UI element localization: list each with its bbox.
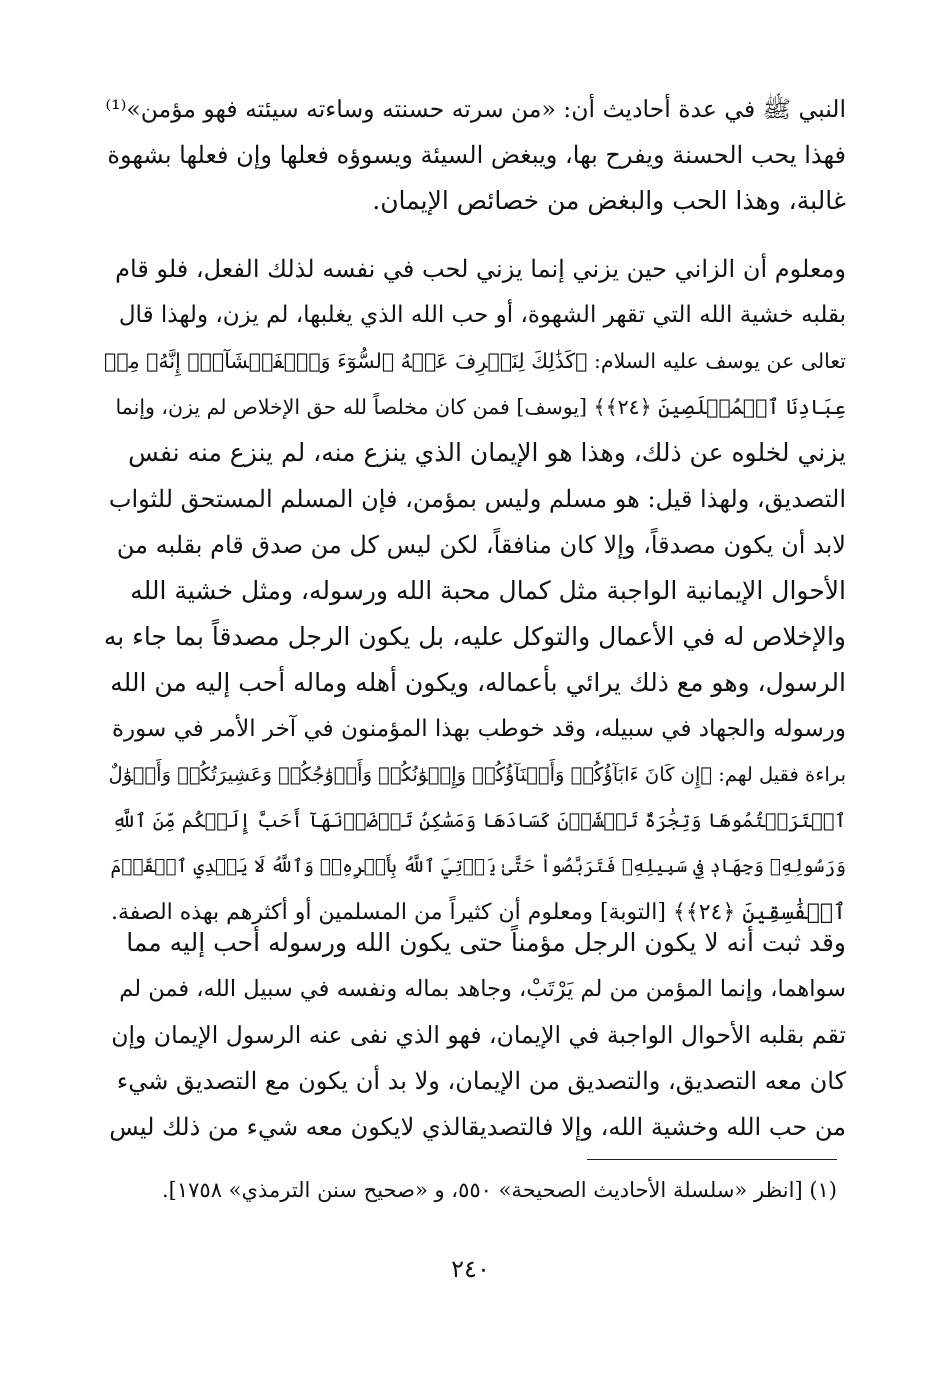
text-line: كان معه التصديق، والتصديق من الإيمان، ولا بد أن يكون مع التصديق شيء (116, 1067, 846, 1095)
text-line: غالبة، وهذا الحب والبغض من خصائص الإيمان. (372, 186, 846, 215)
paragraph-3 (104, 920, 846, 1150)
text-line: بقلبه خشية الله التي تقهر الشهوة، أو حب الله الذي يغلبها، لم يزن، ولهذا قال (118, 302, 846, 328)
text-line: يزني لخلوه عن ذلك، وهذا هو الإيمان الذي ينزع منه، لم ينزع منه نفس (128, 438, 846, 467)
paragraph-2 (104, 246, 846, 936)
text-line: ومعلوم أن الزاني حين يزني إنما يزني لحب في نفسه لذلك الفعل، فلو قام (115, 255, 846, 283)
text-line: لابد أن يكون مصدقاً، وإلا كان منافقاً، لكن ليس كل من صدق قام بقلبه من (116, 531, 846, 559)
quran-verse-line: وَرَسُولِهِۦ وَجِهَادٖ فِي سَبِيلِهِۦ فَتَرَبَّصُواْ حَتَّىٰ يَأۡتِيَ ٱللَّهُ بِأَمۡرِهِۦۗ وَٱللَّهُ لَا يَهۡدِي ٱلۡقَوۡمَ (110, 856, 846, 877)
footnote: (١) [انظر «سلسلة الأحاديث الصحيحة» ٥٥٠، و «صحيح سنن الترمذي» ١٧٥٨]. (162, 1178, 837, 1202)
quran-verse-line: ٱلۡفَٰسِقِينَ ﴿٢٤﴾﴾ [التوبة] ومعلوم أن كثيراً من المسلمين أو أكثرهم بهذه الصفة. (110, 900, 846, 925)
paragraph-1 (104, 86, 846, 224)
text-line: ورسوله والجهاد في سبيله، وقد خوطب بهذا المؤمنون في آخر الأمر في سورة (111, 716, 846, 742)
text-line: تقم بقلبه الأحوال الواجبة في الإيمان، فهو الذي نفى عنه الرسول الإيمان وإن (111, 1021, 846, 1049)
text-line: وقد ثبت أنه لا يكون الرجل مؤمناً حتى يكون الله ورسوله أحب إليه مما (126, 928, 846, 957)
text-line: والإخلاص له في الأعمال والتوكل عليه، بل يكون الرجل مصدقاً بما جاء به (103, 622, 846, 651)
text-line: الرسول، وهو مع ذلك يرائي بأعماله، ويكون أهله وماله أحب إليه من الله (110, 668, 846, 697)
text-line: من حب الله وخشية الله، وإلا فالتصديقالذي لايكون معه شيء من ذلك ليس (109, 1113, 846, 1141)
quran-verse-line: تعالى عن يوسف عليه السلام: ﴿كَذَٰلِكَ لِنَصۡرِفَ عَنۡهُ ٱلسُّوٓءَ وَٱلۡفَحۡشَآءَۚ إِنَّهُۥ مِنۡ (104, 349, 846, 373)
text-line: فهذا يحب الحسنة ويفرح بها، ويبغض السيئة ويسوؤه فعلها وإن فعلها بشهوة (107, 141, 846, 169)
text-line: الأحوال الإيمانية الواجبة مثل كمال محبة الله ورسوله، ومثل خشية الله (130, 576, 846, 605)
text-line: سواهما، وإنما المؤمن من لم يَرْتَبْ، وجاهد بماله ونفسه في سبيل الله، فمن لم (119, 976, 846, 1002)
quran-verse-line: عِبَادِنَا ٱلۡمُخۡلَصِينَ ﴿٢٤﴾﴾ [يوسف] فمن كان مخلصاً لله حق الإخلاص لم يزن، وإنما (115, 395, 846, 419)
text-line: النبي ﷺ في عدة أحاديث أن: «من سرته حسنته وساءته سيئته فهو مؤمن»⁽¹⁾ (105, 95, 846, 123)
quran-verse-line: ٱقۡتَرَفۡتُمُوهَا وَتِجَٰرَةٌ تَخۡشَوۡنَ كَسَادَهَا وَمَسَٰكِنُ تَرۡضَوۡنَهَآ أَحَبَّ إِلَيۡكُم مِّنَ ٱللَّهِ (112, 809, 846, 832)
quran-verse-line: براءة فقيل لهم: ﴿إِن كَانَ ءَابَآؤُكُمۡ وَأَبۡنَآؤُكُمۡ وَإِخۡوَٰنُكُمۡ وَأَزۡوَٰجُكُمۡ وَعَشِيرَتُكُمۡ وَأَمۡوَٰلٌ (108, 763, 846, 786)
text-line: التصديق، ولهذا قيل: هو مسلم وليس بمؤمن، فإن المسلم المستحق للثواب (108, 485, 846, 513)
page-number: ٢٤٠ (451, 1255, 490, 1283)
footnote-divider (587, 1159, 837, 1160)
